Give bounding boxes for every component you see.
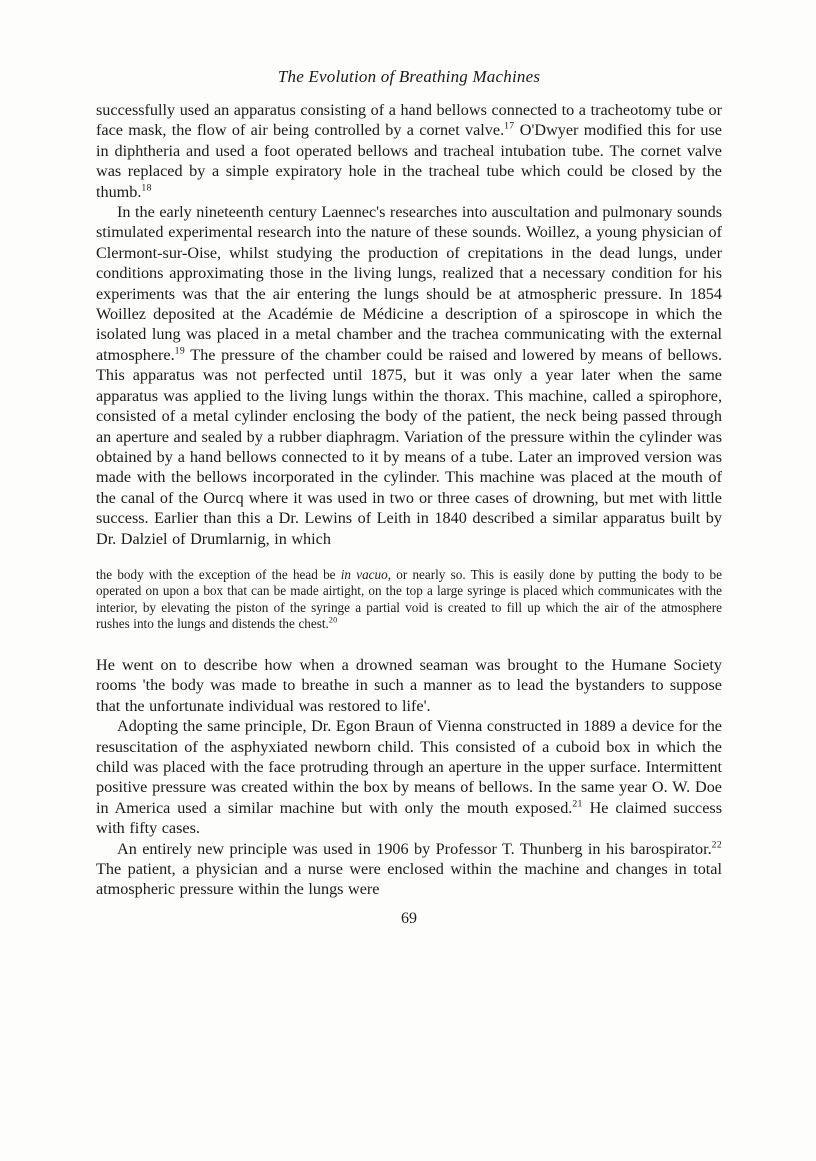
italic-phrase: in vacuo <box>340 566 388 582</box>
text-blocks <box>96 100 722 900</box>
footnote-marker: 17 <box>504 121 515 133</box>
footnote-marker: 19 <box>174 345 185 357</box>
paragraph: Adopting the same principle, Dr. Egon Braun of Vienna constructed in 1889 a device for the resuscitation of the asphyxiated newborn child. This consisted of a cuboid box in which the child was placed with the face protruding through an aperture in the upper surface. Intermittent positive pressure was created within the box by means of bellows. In the same year O. W. Doe in America used a similar machine but with only the mouth exposed.$^{21}$ He claimed success with fifty cases. <box>96 717 722 838</box>
paragraph: In the early nineteenth century Laennec's researches into auscultation and pulmonary sounds stimulated experimental research into the nature of these sounds. Woillez, a young physician of Clermont-sur-Oise, whilst studying the production of crepitations in the dead lungs, under conditions approximating those in the living lungs, realized that a necessary condition for his experiments was that the air entering the lungs should be at atmospheric pressure. In 1854 Woillez deposited at the Académie de Médicine a description of a spiroscope in which the isolated lung was placed in a metal chamber and the trachea communicating with the external atmosphere.$^{19}$ The pressure of the chamber could be raised and lowered by means of bellows. This apparatus was not perfected until 1875, but it was only a year later when the same apparatus was applied to the living lungs within the thorax. This machine, called a spirophore, consisted of a metal cylinder enclosing the body of the patient, the neck being passed through an aperture and sealed by a rubber diaphragm. Variation of the pressure within the cylinder was obtained by a hand bellows connected to it by means of a tube. Later an improved version was made with the bellows incorporated in the cylinder. This machine was placed at the mouth of the canal of the Ourcq where it was used in two or three cases of drowning, but met with little success. Earlier than this a Dr. Lewins of Leith in 1840 described a similar apparatus built by Dr. Dalziel of Drumlarnig, in which <box>96 203 722 548</box>
text-column <box>96 66 722 929</box>
paragraph: He went on to describe how when a drowned seaman was brought to the Humane Society rooms 'the body was made to breathe in such a manner as to lead the bystanders to suppose that the unfortunate individual was restored to life'. <box>96 655 722 715</box>
footnote-marker: 22 <box>711 839 722 851</box>
running-head-title: The Evolution of Breathing Machines <box>277 67 541 86</box>
block-quote: the body with the exception of the head be in vacuo, or nearly so. This is easily done by putting the body to be operated on upon a box that can be made airtight, on the top a large syringe is placed which communicates with the interior, by elevating the piston of the syringe a partial void is created to fill up which the air of the atmosphere rushes into the lungs and distends the chest.$^{20}$ <box>96 566 722 632</box>
footnote-marker: 20 <box>328 616 338 626</box>
page-number: 69 <box>401 909 417 927</box>
paragraph: successfully used an apparatus consisting of a hand bellows connected to a tracheotomy tube or face mask, the flow of air being controlled by a cornet valve.$^{17}$ O'Dwyer modified this for use in diphtheria and used a foot operated bellows and tracheal intubation tube. The cornet valve was replaced by a simple expiratory hole in the tracheal tube which could be closed by the thumb.$^{18}$ <box>96 101 722 201</box>
footnote-marker: 18 <box>141 182 152 194</box>
footnote-marker: 21 <box>572 798 583 810</box>
paragraph: An entirely new principle was used in 1906 by Professor T. Thunberg in his barospirator.$^{22}$ The patient, a physician and a nurse were enclosed within the machine and changes in total atmospheric pressure within the lungs were <box>96 839 722 899</box>
